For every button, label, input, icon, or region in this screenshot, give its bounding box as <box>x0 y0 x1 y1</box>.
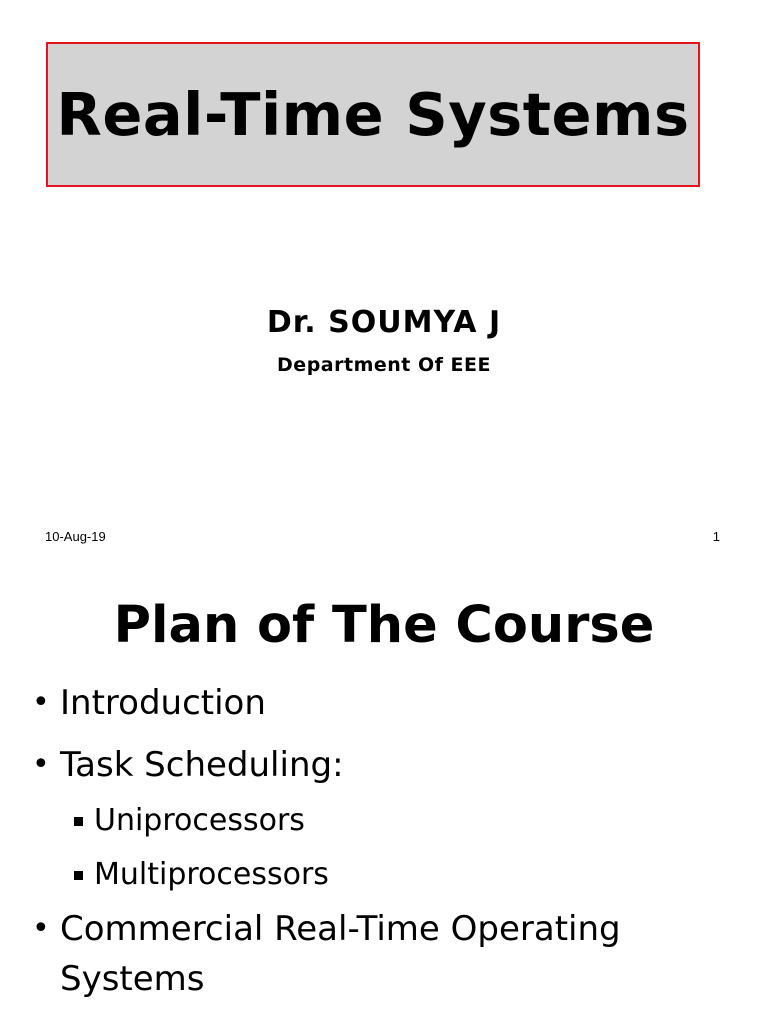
round-bullet-icon: • <box>32 747 50 782</box>
sub-bullet-list <box>28 798 621 898</box>
title-box <box>46 42 700 187</box>
square-bullet-icon <box>74 871 83 880</box>
bullet-text: Commercial Real-Time Operating <box>60 909 621 949</box>
sub-item-multiprocessors <box>28 852 621 898</box>
round-bullet-icon: • <box>32 911 50 946</box>
bullet-item-commercial-rtos <box>28 904 621 1004</box>
round-bullet-icon: • <box>32 685 50 720</box>
bullet-text: Introduction <box>60 683 266 723</box>
bullet-item-introduction <box>28 678 621 728</box>
sub-list-container <box>28 798 621 898</box>
slide-plan <box>0 560 768 1024</box>
sub-item-uniprocessors <box>28 798 621 844</box>
bullet-list <box>28 678 621 1016</box>
sub-bullet-text: Uniprocessors <box>94 803 305 838</box>
slide-title-text: Real-Time Systems <box>56 80 690 149</box>
department-name: Department Of EEE <box>277 354 491 376</box>
page-number: 1 <box>712 529 720 544</box>
square-bullet-icon <box>74 817 83 826</box>
sub-bullet-text: Multiprocessors <box>94 857 329 892</box>
bullet-text: Task Scheduling: <box>60 745 344 785</box>
plan-title: Plan of The Course <box>113 596 655 655</box>
bullet-text-continuation: Systems <box>60 959 205 999</box>
author-name: Dr. SOUMYA J <box>266 305 502 340</box>
slide-date: 10-Aug-19 <box>45 529 106 544</box>
bullet-item-task-scheduling <box>28 740 621 790</box>
